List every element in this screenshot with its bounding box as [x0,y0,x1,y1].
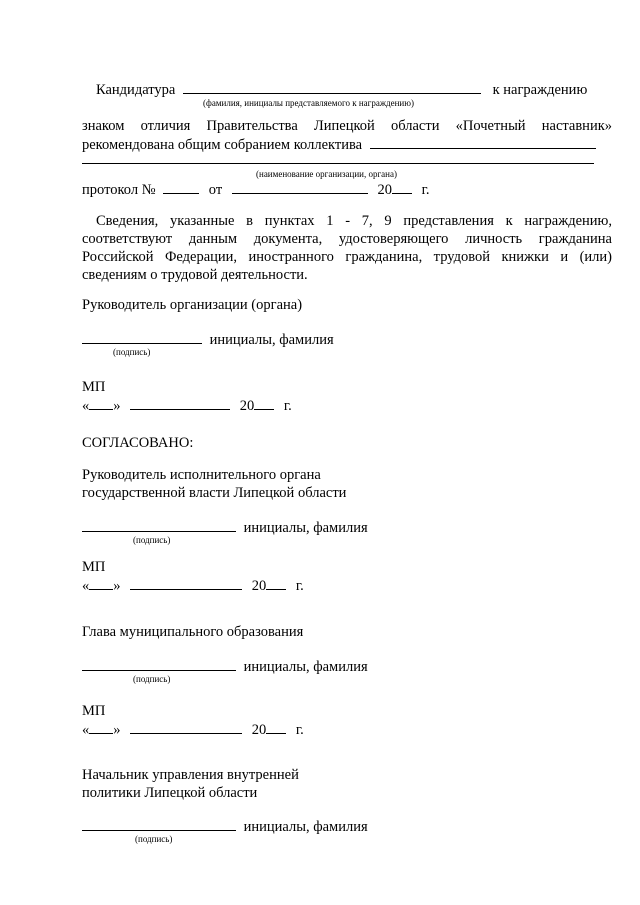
month-field[interactable] [130,720,242,734]
statement-line-3: Российской Федерации, иностранного гражданина, трудовой книжки и (или) [82,249,612,265]
to-award-label: к награждению [492,82,588,98]
year-prefix: 20 [377,182,392,198]
candidate-caption: (фамилия, инициалы представляемого к награждению) [203,98,414,108]
date-row-3 [82,720,612,739]
year-suffix: г. [421,182,430,198]
org-head-signature-field[interactable] [82,330,202,344]
protocol-year-field[interactable] [392,180,412,194]
statement-line-1 [82,212,612,230]
signature-caption: (подпись) [133,674,171,684]
quote-open: « [82,722,90,738]
initials-surname-label: инициалы, фамилия [209,332,334,348]
initials-surname-label: инициалы, фамилия [243,659,368,675]
year-prefix: 20 [239,398,255,414]
policy-head-title-2: политики Липецкой области [82,785,258,801]
candidacy-row [82,80,612,99]
stamp-label: МП [82,379,106,395]
org-head-title: Руководитель организации (органа) [82,297,303,313]
initials-surname-label: инициалы, фамилия [243,520,368,536]
organization-caption: (наименование организации, органа) [256,169,397,179]
year-field[interactable] [254,396,274,410]
protocol-number-field[interactable] [163,180,199,194]
month-field[interactable] [130,396,230,410]
signature-caption: (подпись) [135,834,173,844]
protocol-row [82,180,612,199]
quote-close: » [113,722,121,738]
collective-field[interactable] [370,135,596,149]
signature-caption: (подпись) [113,347,151,357]
protocol-date-field[interactable] [232,180,368,194]
initials-surname-label: инициалы, фамилия [243,819,368,835]
signature-caption: (подпись) [133,535,171,545]
year-prefix: 20 [251,578,267,594]
year-suffix: г. [295,578,304,594]
stamp-label: МП [82,559,106,575]
candidate-name-field[interactable] [183,80,481,94]
year-suffix: г. [283,398,292,414]
policy-head-signature-field[interactable] [82,817,236,831]
month-field[interactable] [130,576,242,590]
year-field[interactable] [266,720,286,734]
statement-text-1: Сведения, указанные в пунктах 1 - 7, 9 представления к награждению, [96,213,612,229]
candidacy-label: Кандидатура [96,82,176,98]
quote-open: « [82,398,90,414]
year-field[interactable] [266,576,286,590]
organization-field[interactable] [82,150,594,164]
stamp-label: МП [82,703,106,719]
exec-head-title-2: государственной власти Липецкой области [82,485,347,501]
year-prefix: 20 [251,722,267,738]
day-field[interactable] [89,396,113,410]
organization-row [82,150,612,169]
agreed-label: СОГЛАСОВАНО: [82,435,194,451]
quote-close: » [113,398,121,414]
date-row-2 [82,576,612,595]
quote-close: » [113,578,121,594]
policy-head-title-1: Начальник управления внутренней [82,767,299,783]
date-row-1 [82,396,612,415]
org-head-signature-row [82,330,612,349]
exec-head-signature-field[interactable] [82,518,236,532]
municipal-head-title: Глава муниципального образования [82,624,304,640]
quote-open: « [82,578,90,594]
municipal-head-signature-field[interactable] [82,657,236,671]
exec-head-title-1: Руководитель исполнительного органа [82,467,321,483]
statement-line-4: сведениям о трудовой деятельности. [82,267,308,283]
day-field[interactable] [89,720,113,734]
award-line: знаком отличия Правительства Липецкой области «Почетный наставник» [82,118,612,134]
day-field[interactable] [89,576,113,590]
statement-line-2: соответствуют данным документа, удостоверяющего личность гражданина [82,231,612,247]
year-suffix: г. [295,722,304,738]
from-label: от [208,182,223,198]
recommended-label: рекомендована общим собранием коллектива [82,137,363,153]
protocol-label: протокол № [82,182,156,198]
